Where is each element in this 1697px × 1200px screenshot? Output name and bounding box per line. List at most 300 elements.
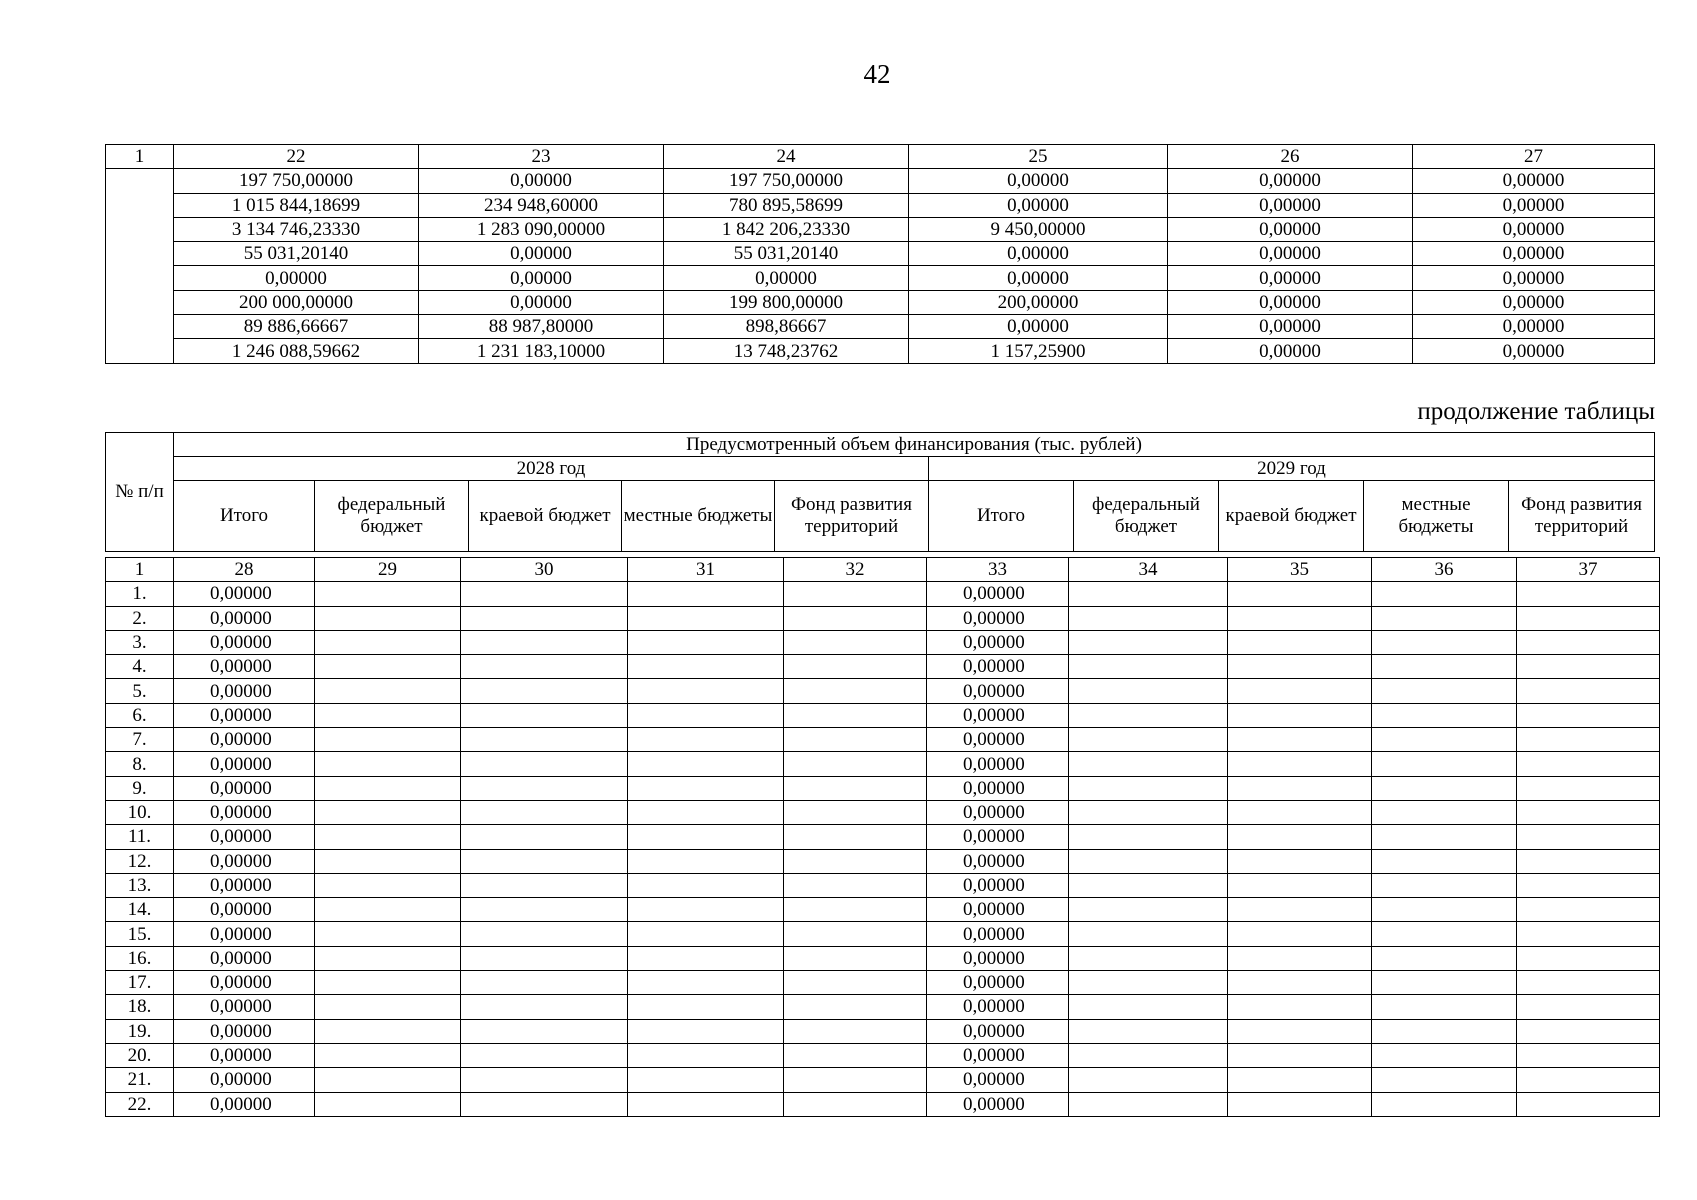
cell-total-2029: 0,00000 bbox=[927, 728, 1069, 752]
table-row bbox=[106, 679, 1660, 703]
empty-cell bbox=[1372, 606, 1517, 630]
empty-cell bbox=[461, 655, 628, 679]
cell-total-2028: 0,00000 bbox=[174, 606, 315, 630]
empty-cell bbox=[461, 922, 628, 946]
empty-cell bbox=[1517, 1043, 1660, 1067]
row-number: 10. bbox=[106, 800, 174, 824]
top-table-row bbox=[106, 217, 1655, 241]
empty-cell bbox=[315, 776, 461, 800]
empty-cell bbox=[628, 630, 784, 654]
empty-cell bbox=[1517, 849, 1660, 873]
cell-total-2028: 0,00000 bbox=[174, 703, 315, 727]
empty-cell bbox=[461, 873, 628, 897]
empty-cell bbox=[1372, 582, 1517, 606]
top-table-row bbox=[106, 193, 1655, 217]
row-number: 21. bbox=[106, 1068, 174, 1092]
empty-cell bbox=[1372, 898, 1517, 922]
empty-cell bbox=[1069, 655, 1228, 679]
cell-total-2028: 0,00000 bbox=[174, 655, 315, 679]
empty-cell bbox=[1517, 630, 1660, 654]
empty-cell bbox=[784, 606, 927, 630]
empty-cell bbox=[784, 703, 927, 727]
table-row bbox=[106, 849, 1660, 873]
row-number: 9. bbox=[106, 776, 174, 800]
cell-total-2029: 0,00000 bbox=[927, 679, 1069, 703]
top-table-cell: 0,00000 bbox=[1168, 169, 1413, 193]
empty-cell bbox=[1228, 703, 1372, 727]
top-table-cell: 0,00000 bbox=[1168, 315, 1413, 339]
empty-cell bbox=[628, 1092, 784, 1116]
top-table-col-number: 1 bbox=[106, 145, 174, 169]
cell-total-2029: 0,00000 bbox=[927, 1092, 1069, 1116]
empty-cell bbox=[1069, 703, 1228, 727]
column-number: 37 bbox=[1517, 558, 1660, 582]
header-num-label: № п/п bbox=[106, 433, 174, 552]
empty-cell bbox=[1069, 1092, 1228, 1116]
empty-cell bbox=[784, 582, 927, 606]
cell-total-2029: 0,00000 bbox=[927, 971, 1069, 995]
top-table-cell: 0,00000 bbox=[664, 266, 909, 290]
empty-cell bbox=[628, 971, 784, 995]
empty-cell bbox=[1372, 873, 1517, 897]
column-number: 33 bbox=[927, 558, 1069, 582]
empty-cell bbox=[628, 606, 784, 630]
cell-total-2028: 0,00000 bbox=[174, 728, 315, 752]
empty-cell bbox=[1372, 655, 1517, 679]
top-table-row bbox=[106, 315, 1655, 339]
header-subcolumn: федеральный бюджет bbox=[1074, 481, 1219, 552]
top-table-cell: 0,00000 bbox=[1168, 193, 1413, 217]
empty-cell bbox=[461, 703, 628, 727]
empty-cell bbox=[1372, 679, 1517, 703]
empty-cell bbox=[1372, 1092, 1517, 1116]
empty-cell bbox=[461, 995, 628, 1019]
empty-cell bbox=[1372, 630, 1517, 654]
cell-total-2028: 0,00000 bbox=[174, 1068, 315, 1092]
column-number: 36 bbox=[1372, 558, 1517, 582]
cell-total-2029: 0,00000 bbox=[927, 800, 1069, 824]
empty-cell bbox=[461, 606, 628, 630]
empty-cell bbox=[1069, 971, 1228, 995]
empty-cell bbox=[1228, 946, 1372, 970]
top-table-col-number: 24 bbox=[664, 145, 909, 169]
table-row bbox=[106, 995, 1660, 1019]
top-table-col-number: 23 bbox=[419, 145, 664, 169]
top-table-blank-cell bbox=[106, 169, 174, 363]
top-table-cell: 1 842 206,23330 bbox=[664, 217, 909, 241]
empty-cell bbox=[1372, 922, 1517, 946]
empty-cell bbox=[315, 703, 461, 727]
cell-total-2029: 0,00000 bbox=[927, 898, 1069, 922]
table-row bbox=[106, 1043, 1660, 1067]
cell-total-2028: 0,00000 bbox=[174, 752, 315, 776]
table-row bbox=[106, 630, 1660, 654]
header-subcolumn: Фонд развития территорий bbox=[1509, 481, 1655, 552]
empty-cell bbox=[461, 752, 628, 776]
empty-cell bbox=[628, 946, 784, 970]
top-table-cell: 0,00000 bbox=[1168, 266, 1413, 290]
empty-cell bbox=[1228, 1043, 1372, 1067]
empty-cell bbox=[628, 703, 784, 727]
cell-total-2029: 0,00000 bbox=[927, 655, 1069, 679]
top-table-row bbox=[106, 169, 1655, 193]
empty-cell bbox=[1069, 752, 1228, 776]
empty-cell bbox=[1228, 995, 1372, 1019]
empty-cell bbox=[315, 679, 461, 703]
empty-cell bbox=[628, 898, 784, 922]
empty-cell bbox=[784, 971, 927, 995]
empty-cell bbox=[1517, 752, 1660, 776]
empty-cell bbox=[315, 825, 461, 849]
column-number: 1 bbox=[106, 558, 174, 582]
header-subcolumn: федеральный бюджет bbox=[315, 481, 469, 552]
cell-total-2028: 0,00000 bbox=[174, 679, 315, 703]
empty-cell bbox=[1517, 922, 1660, 946]
top-table-cell: 0,00000 bbox=[1168, 339, 1413, 363]
empty-cell bbox=[461, 800, 628, 824]
empty-cell bbox=[784, 728, 927, 752]
empty-cell bbox=[1517, 971, 1660, 995]
top-table-cell: 0,00000 bbox=[1168, 242, 1413, 266]
cell-total-2029: 0,00000 bbox=[927, 849, 1069, 873]
empty-cell bbox=[784, 655, 927, 679]
top-table-cell: 234 948,60000 bbox=[419, 193, 664, 217]
header-subcolumn: краевой бюджет bbox=[1219, 481, 1364, 552]
empty-cell bbox=[1069, 873, 1228, 897]
top-table-cell: 0,00000 bbox=[909, 242, 1168, 266]
table-row bbox=[106, 946, 1660, 970]
top-table-cell: 0,00000 bbox=[1168, 290, 1413, 314]
empty-cell bbox=[315, 849, 461, 873]
row-number: 5. bbox=[106, 679, 174, 703]
empty-cell bbox=[784, 1043, 927, 1067]
empty-cell bbox=[461, 946, 628, 970]
top-table-cell: 0,00000 bbox=[1168, 217, 1413, 241]
cell-total-2029: 0,00000 bbox=[927, 703, 1069, 727]
empty-cell bbox=[461, 728, 628, 752]
empty-cell bbox=[628, 825, 784, 849]
cell-total-2028: 0,00000 bbox=[174, 898, 315, 922]
empty-cell bbox=[1372, 995, 1517, 1019]
cell-total-2029: 0,00000 bbox=[927, 606, 1069, 630]
empty-cell bbox=[1069, 728, 1228, 752]
empty-cell bbox=[1372, 1019, 1517, 1043]
empty-cell bbox=[461, 849, 628, 873]
empty-cell bbox=[315, 995, 461, 1019]
empty-cell bbox=[1372, 825, 1517, 849]
top-table-cell: 0,00000 bbox=[1413, 169, 1655, 193]
empty-cell bbox=[1069, 1043, 1228, 1067]
column-number: 35 bbox=[1228, 558, 1372, 582]
empty-cell bbox=[1517, 582, 1660, 606]
top-table-cell: 898,86667 bbox=[664, 315, 909, 339]
empty-cell bbox=[1228, 971, 1372, 995]
empty-cell bbox=[315, 873, 461, 897]
row-number: 22. bbox=[106, 1092, 174, 1116]
empty-cell bbox=[628, 582, 784, 606]
empty-cell bbox=[784, 825, 927, 849]
header-subcolumn: Фонд развития территорий bbox=[775, 481, 929, 552]
empty-cell bbox=[1372, 728, 1517, 752]
empty-cell bbox=[784, 849, 927, 873]
empty-cell bbox=[1517, 728, 1660, 752]
top-table-cell: 3 134 746,23330 bbox=[174, 217, 419, 241]
column-number: 30 bbox=[461, 558, 628, 582]
empty-cell bbox=[315, 946, 461, 970]
top-table-row bbox=[106, 242, 1655, 266]
empty-cell bbox=[1069, 898, 1228, 922]
column-number: 34 bbox=[1069, 558, 1228, 582]
row-number: 17. bbox=[106, 971, 174, 995]
cell-total-2028: 0,00000 bbox=[174, 825, 315, 849]
top-table-cell: 89 886,66667 bbox=[174, 315, 419, 339]
header-subcolumn: Итого bbox=[174, 481, 315, 552]
table-row bbox=[106, 1019, 1660, 1043]
empty-cell bbox=[784, 946, 927, 970]
empty-cell bbox=[628, 922, 784, 946]
table-row bbox=[106, 825, 1660, 849]
row-number: 4. bbox=[106, 655, 174, 679]
cell-total-2029: 0,00000 bbox=[927, 776, 1069, 800]
empty-cell bbox=[628, 752, 784, 776]
top-table-cell: 1 231 183,10000 bbox=[419, 339, 664, 363]
empty-cell bbox=[315, 971, 461, 995]
empty-cell bbox=[628, 1068, 784, 1092]
empty-cell bbox=[315, 630, 461, 654]
empty-cell bbox=[784, 995, 927, 1019]
row-number: 12. bbox=[106, 849, 174, 873]
cell-total-2028: 0,00000 bbox=[174, 776, 315, 800]
empty-cell bbox=[1228, 922, 1372, 946]
row-number: 11. bbox=[106, 825, 174, 849]
top-table-cell: 197 750,00000 bbox=[174, 169, 419, 193]
cell-total-2029: 0,00000 bbox=[927, 752, 1069, 776]
top-table-cell: 0,00000 bbox=[909, 169, 1168, 193]
top-table-col-number: 27 bbox=[1413, 145, 1655, 169]
empty-cell bbox=[315, 1092, 461, 1116]
empty-cell bbox=[1228, 800, 1372, 824]
empty-cell bbox=[315, 728, 461, 752]
table-row bbox=[106, 728, 1660, 752]
empty-cell bbox=[461, 582, 628, 606]
cell-total-2028: 0,00000 bbox=[174, 1092, 315, 1116]
empty-cell bbox=[784, 873, 927, 897]
empty-cell bbox=[1228, 898, 1372, 922]
row-number: 19. bbox=[106, 1019, 174, 1043]
table-row bbox=[106, 582, 1660, 606]
empty-cell bbox=[784, 1068, 927, 1092]
top-table-cell: 1 246 088,59662 bbox=[174, 339, 419, 363]
empty-cell bbox=[1372, 971, 1517, 995]
empty-cell bbox=[784, 1092, 927, 1116]
cell-total-2029: 0,00000 bbox=[927, 582, 1069, 606]
empty-cell bbox=[1228, 582, 1372, 606]
empty-cell bbox=[1517, 946, 1660, 970]
empty-cell bbox=[315, 752, 461, 776]
empty-cell bbox=[315, 655, 461, 679]
empty-cell bbox=[1069, 849, 1228, 873]
cell-total-2028: 0,00000 bbox=[174, 849, 315, 873]
empty-cell bbox=[1517, 825, 1660, 849]
top-table-cell: 199 800,00000 bbox=[664, 290, 909, 314]
table-row bbox=[106, 971, 1660, 995]
top-table-col-number: 25 bbox=[909, 145, 1168, 169]
empty-cell bbox=[628, 849, 784, 873]
empty-cell bbox=[461, 1043, 628, 1067]
cell-total-2028: 0,00000 bbox=[174, 995, 315, 1019]
empty-cell bbox=[784, 922, 927, 946]
top-table-cell: 55 031,20140 bbox=[174, 242, 419, 266]
empty-cell bbox=[1517, 1092, 1660, 1116]
top-table-cell: 1 283 090,00000 bbox=[419, 217, 664, 241]
row-number: 14. bbox=[106, 898, 174, 922]
top-table-row bbox=[106, 339, 1655, 363]
top-table bbox=[105, 144, 1655, 364]
empty-cell bbox=[1069, 922, 1228, 946]
empty-cell bbox=[784, 898, 927, 922]
table-row bbox=[106, 800, 1660, 824]
row-number: 20. bbox=[106, 1043, 174, 1067]
empty-cell bbox=[1517, 655, 1660, 679]
column-number: 31 bbox=[628, 558, 784, 582]
header-subcolumn: местные бюджеты bbox=[1364, 481, 1509, 552]
empty-cell bbox=[315, 922, 461, 946]
empty-cell bbox=[461, 1019, 628, 1043]
top-table-cell: 200 000,00000 bbox=[174, 290, 419, 314]
empty-cell bbox=[315, 800, 461, 824]
empty-cell bbox=[1372, 776, 1517, 800]
row-number: 3. bbox=[106, 630, 174, 654]
empty-cell bbox=[1372, 703, 1517, 727]
top-table-cell: 197 750,00000 bbox=[664, 169, 909, 193]
empty-cell bbox=[1228, 752, 1372, 776]
empty-cell bbox=[628, 873, 784, 897]
table-row bbox=[106, 922, 1660, 946]
empty-cell bbox=[628, 1043, 784, 1067]
empty-cell bbox=[1228, 728, 1372, 752]
empty-cell bbox=[1069, 800, 1228, 824]
table-row bbox=[106, 1092, 1660, 1116]
empty-cell bbox=[315, 1043, 461, 1067]
empty-cell bbox=[628, 776, 784, 800]
top-table-cell: 0,00000 bbox=[1413, 217, 1655, 241]
empty-cell bbox=[1517, 606, 1660, 630]
empty-cell bbox=[1069, 1068, 1228, 1092]
top-table-cell: 1 015 844,18699 bbox=[174, 193, 419, 217]
empty-cell bbox=[1372, 1068, 1517, 1092]
empty-cell bbox=[784, 679, 927, 703]
cell-total-2028: 0,00000 bbox=[174, 873, 315, 897]
header-year-2029: 2029 год bbox=[929, 457, 1655, 481]
empty-cell bbox=[1372, 800, 1517, 824]
empty-cell bbox=[1517, 679, 1660, 703]
empty-cell bbox=[1517, 703, 1660, 727]
empty-cell bbox=[1372, 946, 1517, 970]
top-table-cell: 0,00000 bbox=[419, 290, 664, 314]
empty-cell bbox=[1069, 582, 1228, 606]
empty-cell bbox=[315, 1068, 461, 1092]
cell-total-2029: 0,00000 bbox=[927, 825, 1069, 849]
empty-cell bbox=[1372, 849, 1517, 873]
empty-cell bbox=[1517, 1019, 1660, 1043]
empty-cell bbox=[1228, 1068, 1372, 1092]
empty-cell bbox=[1228, 1092, 1372, 1116]
empty-cell bbox=[1228, 849, 1372, 873]
row-number: 6. bbox=[106, 703, 174, 727]
empty-cell bbox=[1069, 946, 1228, 970]
cell-total-2029: 0,00000 bbox=[927, 922, 1069, 946]
empty-cell bbox=[1228, 873, 1372, 897]
empty-cell bbox=[1228, 655, 1372, 679]
page-number: 42 bbox=[863, 59, 891, 89]
column-number: 29 bbox=[315, 558, 461, 582]
row-number: 18. bbox=[106, 995, 174, 1019]
cell-total-2029: 0,00000 bbox=[927, 1068, 1069, 1092]
empty-cell bbox=[1517, 800, 1660, 824]
empty-cell bbox=[1228, 825, 1372, 849]
financing-header-table bbox=[105, 432, 1655, 552]
empty-cell bbox=[784, 776, 927, 800]
top-table-cell: 88 987,80000 bbox=[419, 315, 664, 339]
top-table-row bbox=[106, 290, 1655, 314]
header-subcolumn: краевой бюджет bbox=[469, 481, 622, 552]
top-table-cell: 1 157,25900 bbox=[909, 339, 1168, 363]
empty-cell bbox=[1372, 1043, 1517, 1067]
cell-total-2028: 0,00000 bbox=[174, 582, 315, 606]
empty-cell bbox=[1517, 898, 1660, 922]
row-number: 2. bbox=[106, 606, 174, 630]
row-number: 16. bbox=[106, 946, 174, 970]
top-table-cell: 0,00000 bbox=[1413, 242, 1655, 266]
cell-total-2028: 0,00000 bbox=[174, 630, 315, 654]
top-table-cell: 0,00000 bbox=[1413, 315, 1655, 339]
top-table-row bbox=[106, 266, 1655, 290]
cell-total-2029: 0,00000 bbox=[927, 995, 1069, 1019]
empty-cell bbox=[628, 995, 784, 1019]
empty-cell bbox=[461, 630, 628, 654]
empty-cell bbox=[461, 679, 628, 703]
empty-cell bbox=[461, 1092, 628, 1116]
row-number: 15. bbox=[106, 922, 174, 946]
empty-cell bbox=[1069, 679, 1228, 703]
empty-cell bbox=[1069, 995, 1228, 1019]
table-row bbox=[106, 703, 1660, 727]
top-table-cell: 0,00000 bbox=[419, 242, 664, 266]
empty-cell bbox=[628, 800, 784, 824]
top-table-cell: 0,00000 bbox=[174, 266, 419, 290]
row-number: 1. bbox=[106, 582, 174, 606]
empty-cell bbox=[461, 825, 628, 849]
top-table-cell: 0,00000 bbox=[1413, 266, 1655, 290]
column-number: 28 bbox=[174, 558, 315, 582]
column-number: 32 bbox=[784, 558, 927, 582]
header-subcolumn: Итого bbox=[929, 481, 1074, 552]
cell-total-2029: 0,00000 bbox=[927, 1043, 1069, 1067]
cell-total-2028: 0,00000 bbox=[174, 1043, 315, 1067]
table-row bbox=[106, 898, 1660, 922]
cell-total-2028: 0,00000 bbox=[174, 800, 315, 824]
empty-cell bbox=[315, 582, 461, 606]
row-number: 13. bbox=[106, 873, 174, 897]
top-table-cell: 0,00000 bbox=[419, 169, 664, 193]
empty-cell bbox=[1228, 606, 1372, 630]
top-table-cell: 0,00000 bbox=[909, 193, 1168, 217]
empty-cell bbox=[461, 776, 628, 800]
cell-total-2028: 0,00000 bbox=[174, 971, 315, 995]
header-subcolumn: местные бюджеты bbox=[622, 481, 775, 552]
header-year-2028: 2028 год bbox=[174, 457, 929, 481]
empty-cell bbox=[1517, 995, 1660, 1019]
